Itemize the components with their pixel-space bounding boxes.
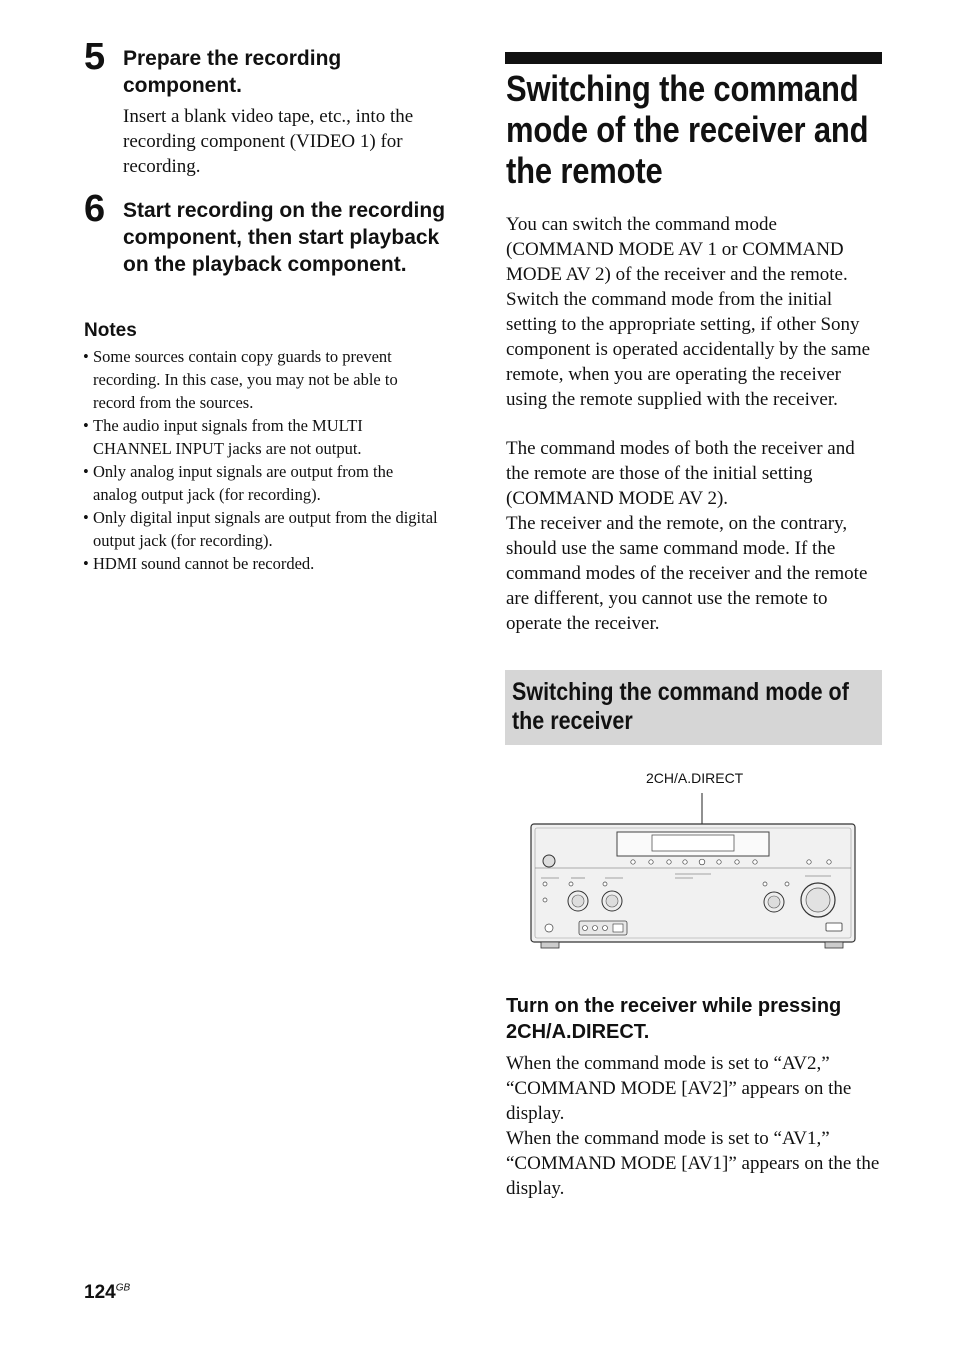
note-item: • The audio input signals from the MULTI CHANNEL INPUT jacks are not output. bbox=[83, 414, 438, 460]
action-heading: Turn on the receiver while pressing 2CH/A.DIRECT. bbox=[506, 995, 842, 1043]
subsection-heading-box bbox=[505, 670, 882, 745]
section-title: Switching the command mode of the receiver and the remote bbox=[506, 68, 869, 191]
action-body-av1: When the command mode is set to “AV1,” “COMMAND MODE [AV1]” appears on the the display. bbox=[506, 1128, 880, 1199]
step-number-5: 5 bbox=[84, 36, 106, 78]
step-5-title: Prepare the recording component. bbox=[123, 47, 342, 97]
notes-list bbox=[83, 345, 438, 575]
note-item: • HDMI sound cannot be recorded. bbox=[83, 552, 438, 575]
notes-heading: Notes bbox=[84, 320, 137, 341]
intro-paragraph-2: The command modes of both the receiver and the remote are those of the initial setting (COMMAND MODE AV 2). bbox=[506, 438, 855, 509]
step-5-body: Insert a blank video tape, etc., into the recording component (VIDEO 1) for recording. bbox=[123, 106, 414, 177]
step-number-6: 6 bbox=[84, 188, 106, 230]
action-body-av2: When the command mode is set to “AV2,” “COMMAND MODE [AV2]” appears on the display. bbox=[506, 1053, 852, 1124]
page-number-suffix: GB bbox=[115, 1282, 131, 1294]
step-6-title: Start recording on the recording component, then start playback on the playback component. bbox=[123, 199, 446, 276]
page-number-value: 124 bbox=[84, 1282, 116, 1303]
note-item: • Only digital input signals are output from the digital output jack (for recording). bbox=[83, 506, 438, 552]
section-top-rule bbox=[505, 52, 882, 64]
note-item: • Only analog input signals are output from the analog output jack (for recording). bbox=[83, 460, 438, 506]
subsection-title: Switching the command mode of the receiver bbox=[512, 678, 849, 735]
callout-label-2ch-direct: 2CH/A.DIRECT bbox=[646, 770, 744, 786]
page-number bbox=[84, 1282, 130, 1304]
note-item: • Some sources contain copy guards to prevent recording. In this case, you may not be able to record from the sources. bbox=[83, 345, 438, 414]
intro-paragraph-3: The receiver and the remote, on the contrary, should use the same command mode. If the command modes of the receiver and the remote are different, you cannot use the remote to operate the receiver. bbox=[506, 513, 868, 634]
receiver-front-panel-illustration bbox=[525, 790, 860, 960]
intro-paragraph-1: You can switch the command mode (COMMAND MODE AV 1 or COMMAND MODE AV 2) of the receiver and the remote. Switch the command mode from the initial setting to the appropriate setting, if other Sony component is operated accidentally by the same remote, when you are operating the receiver using the remote supplied with the receiver. bbox=[506, 214, 871, 410]
